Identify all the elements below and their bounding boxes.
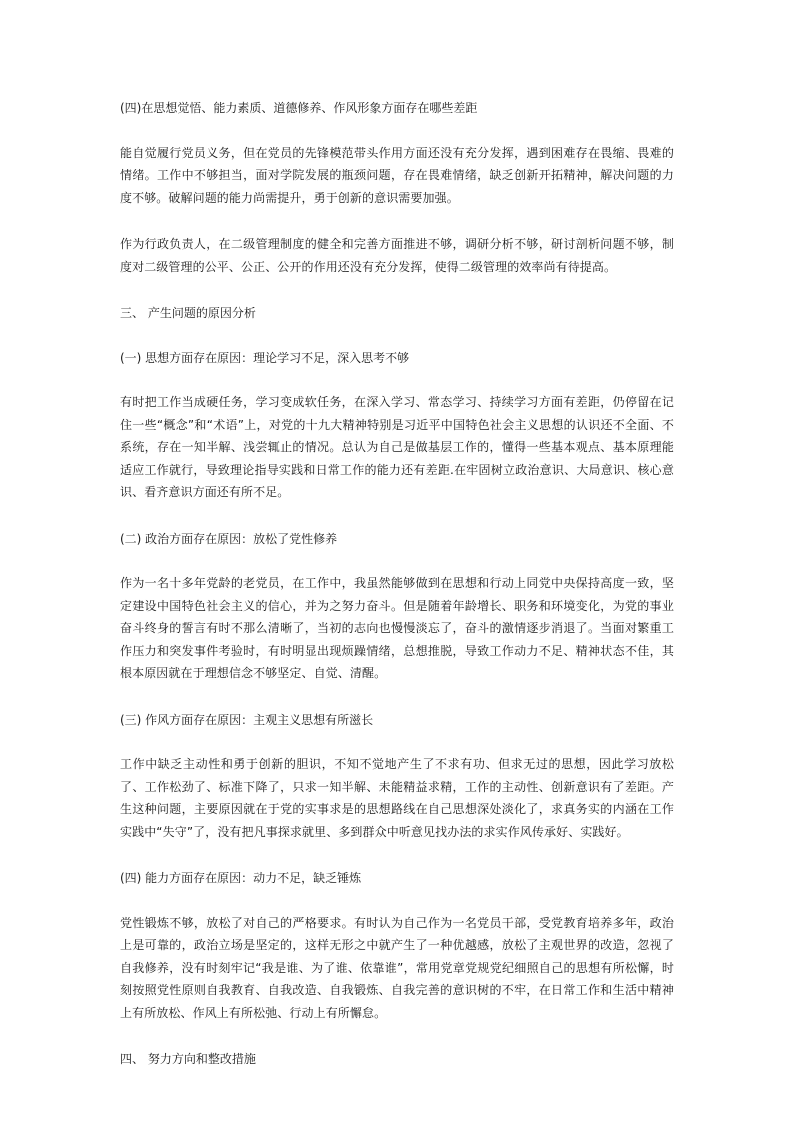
- heading-item-4: (四)在思想觉悟、能力素质、道德修养、作风形象方面存在哪些差距: [120, 101, 478, 115]
- section-heading-4: 四、 努力方向和整改措施: [120, 1052, 256, 1066]
- heading-cause-1: (一) 思想方面存在原因：理论学习不足，深入思考不够: [120, 350, 410, 365]
- section-heading-3: 三、 产生问题的原因分析: [120, 306, 256, 320]
- heading-cause-4: (四) 能力方面存在原因：动力不足，缺乏锤炼: [120, 871, 362, 885]
- paragraph-item-4b: 作为行政负责人，在二级管理制度的健全和完善方面推进不够，调研分析不够，研讨剖析问题不够，制度对二级管理的公平、公正、公开的作用还没有充分发挥，使得二级管理的效率尚有待提高。: [120, 237, 674, 274]
- heading-cause-3: (三) 作风方面存在原因：主观主义思想有所滋长: [120, 712, 374, 727]
- heading-cause-2: (二) 政治方面存在原因：放松了党性修养: [120, 531, 338, 546]
- paragraph-cause-2: 作为一名十多年党龄的老党员，在工作中，我虽然能够做到在思想和行动上同党中央保持高度一致，坚定建设中国特色社会主义的信心，并为之努力奋斗。但是随着年龄增长、职务和环境变化，为党的事业奋斗终身的誓言有时不那么清晰了，当初的志向也慢慢淡忘了，奋斗的激情逐步消退了。当面对繁重工作压力和突发事件考验时，有时明显出现烦躁情绪，总想推脱，导致工作动力不足、精神状态不佳，其根本原因就在于理想信念不够坚定、自觉、清醒。: [120, 576, 674, 680]
- paragraph-cause-1: 有时把工作当成硬任务，学习变成软任务，在深入学习、常态学习、持续学习方面有差距，仍停留在记住一些“概念”和“术语”上，对党的十九大精神特别是习近平中国特色社会主义思想的认识还不全面、不系统，存在一知半解、浅尝辄止的情况。总认为自己是做基层工作的，懂得一些基本观点、基本原理能适应工作就行，导致理论指导实践和日常工作的能力还有差距.在牢固树立政治意识、大局意识、核心意识、看齐意识方面还有所不足。: [120, 395, 674, 499]
- paragraph-cause-4: 党性锻炼不够，放松了对自己的严格要求。有时认为自己作为一名党员干部，受党教育培养多年，政治上是可靠的，政治立场是坚定的，这样无形之中就产生了一种优越感，放松了主观世界的改造，忽视了自我修养，没有时刻牢记“我是谁、为了谁、依靠谁”，常用党章党规党纪细照自己的思想有所松懈，时刻按照党性原则自我教育、自我改造、自我锻炼、自我完善的意识树的不牢，在日常工作和生活中精神上有所放松、作风上有所松弛、行动上有所懈怠。: [120, 915, 674, 1020]
- paragraph-cause-3: 工作中缺乏主动性和勇于创新的胆识，不知不觉地产生了不求有功、但求无过的思想，因此学习放松了、工作松劲了、标准下降了，只求一知半解、未能精益求精，工作的主动性、创新意识有了差距。产生这种问题，主要原因就在于党的实事求是的思想路线在自己思想深处淡化了，求真务实的内涵在工作实践中“失守”了，没有把凡事探求就里、多到群众中听意见找办法的求实作风传承好、实践好。: [120, 757, 674, 839]
- paragraph-item-4a: 能自觉履行党员义务，但在党员的先锋模范带头作用方面还没有充分发挥，遇到困难存在畏缩、畏难的情绪。工作中不够担当，面对学院发展的瓶颈问题，存在畏难情绪，缺乏创新开拓精神，解决问题的力度不够。破解问题的能力尚需提升，勇于创新的意识需要加强。: [120, 145, 674, 205]
